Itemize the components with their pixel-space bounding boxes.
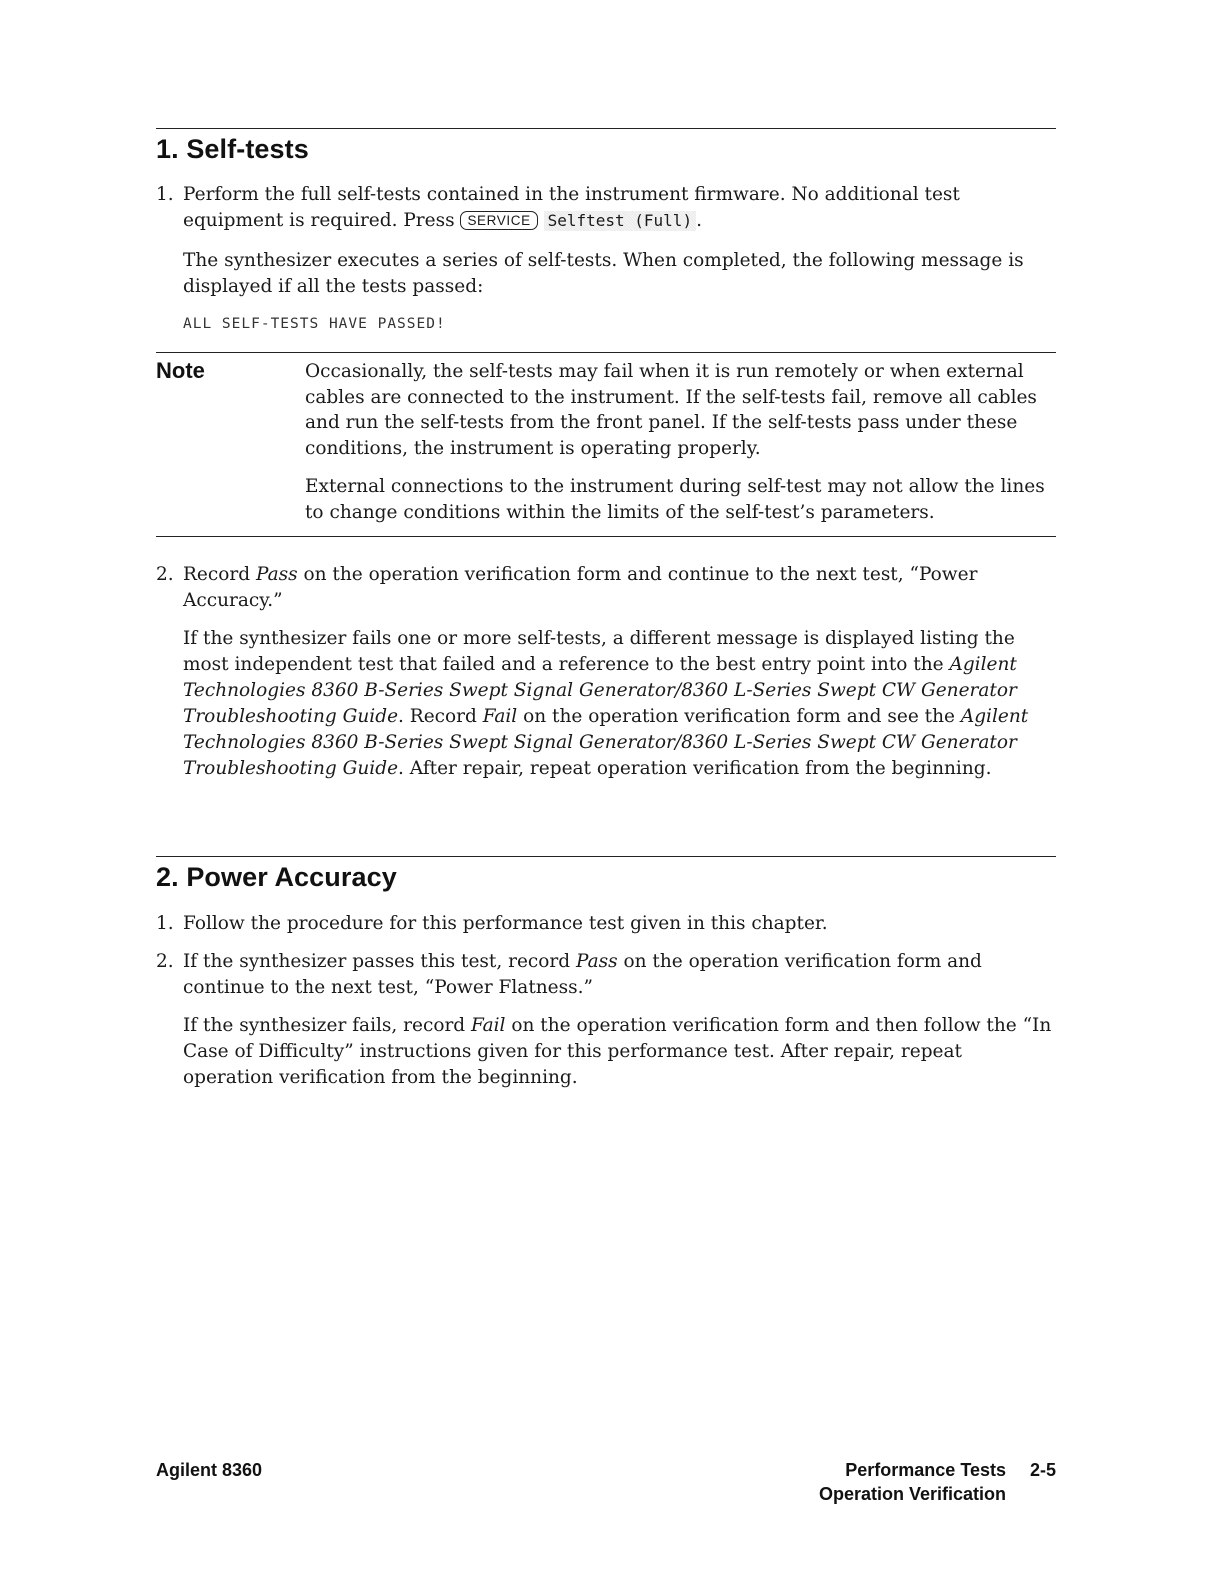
step-text: on the operation verification form and continue to the next test, “Power Accuracy.”	[183, 564, 978, 611]
paragraph-text: on the operation verification form and see the	[517, 706, 961, 727]
section-heading-self-tests: 1. Self-tests	[156, 134, 309, 164]
step-text: Record	[183, 564, 256, 585]
fail-italic: Fail	[471, 1015, 506, 1036]
document-page	[156, 0, 1056, 1584]
step-result-paragraph: The synthesizer executes a series of self-tests. When completed, the following message is displayed if all the tests passed:	[183, 250, 1024, 297]
paragraph-text: If the synthesizer fails, record	[183, 1015, 472, 1036]
footer-page-number: 2-5	[1029, 1460, 1056, 1480]
fail-instructions-paragraph	[183, 626, 1053, 782]
step-text: Perform the full self-tests contained in the instrument firmware. No additional test equipment is required. Press	[183, 184, 960, 231]
step-number: 2.	[156, 951, 174, 972]
section-divider	[156, 128, 1056, 129]
step-follow-procedure: Follow the procedure for this performance test given in this chapter.	[183, 913, 828, 934]
step-number: 1.	[156, 184, 174, 205]
step-record-pass	[183, 562, 1053, 614]
service-hardkey: SERVICE	[460, 211, 537, 230]
fail-italic: Fail	[482, 706, 518, 727]
step-record-pass	[183, 949, 1053, 1001]
footer-section-subtitle: Operation Verification	[818, 1484, 1006, 1504]
paragraph-text: . Record	[398, 706, 483, 727]
pass-italic: Pass	[255, 564, 298, 585]
step-self-test-perform	[183, 182, 1053, 234]
selftest-full-softkey: Selftest (Full)	[544, 211, 697, 231]
step-text: If the synthesizer passes this test, record	[183, 951, 576, 972]
pass-italic: Pass	[575, 951, 618, 972]
fail-instructions-paragraph	[183, 1013, 1053, 1091]
section-heading-power-accuracy: 2. Power Accuracy	[156, 862, 397, 892]
footer-chapter-title: Performance Tests	[845, 1460, 1006, 1480]
step-number: 2.	[156, 564, 174, 585]
troubleshooting-guide-title: Agilent Technologies 8360 B-Series Swept Signal Generator/8360 L-Series Swept CW Generator Troubleshooting Guide	[183, 706, 1029, 779]
note-paragraph: External connections to the instrument during self-test may not allow the lines to change conditions within the limits of the self-test’s parameters.	[305, 476, 1045, 523]
step-text-end: .	[696, 210, 702, 231]
section-divider	[156, 856, 1056, 857]
paragraph-text: If the synthesizer fails one or more self-tests, a different message is displayed listing the most independent test that failed and a reference to the best entry point into the	[183, 628, 1015, 675]
note-bottom-divider	[156, 536, 1056, 537]
note-paragraph: Occasionally, the self-tests may fail when it is run remotely or when external cables are connected to the instrument. If the self-tests fail, remove all cables and run the self-tests from the front panel. If the self-tests pass under these conditions, the instrument is operating properly.	[305, 361, 1037, 459]
paragraph-text: . After repair, repeat operation verification from the beginning.	[398, 758, 992, 779]
step-number: 1.	[156, 913, 174, 934]
troubleshooting-guide-title: Agilent Technologies 8360 B-Series Swept Signal Generator/8360 L-Series Swept CW Generator Troubleshooting Guide	[183, 654, 1017, 727]
note-top-divider	[156, 352, 1056, 353]
note-label: Note	[156, 358, 205, 383]
footer-product-name: Agilent 8360	[156, 1460, 263, 1480]
display-message: ALL SELF-TESTS HAVE PASSED!	[183, 316, 446, 332]
paragraph-text: on the operation verification form and then follow the “In Case of Difficulty” instructions given for this performance test. After repair, repeat operation verification from the beginning.	[183, 1015, 1052, 1088]
step-text: on the operation verification form and continue to the next test, “Power Flatness.”	[183, 951, 982, 998]
